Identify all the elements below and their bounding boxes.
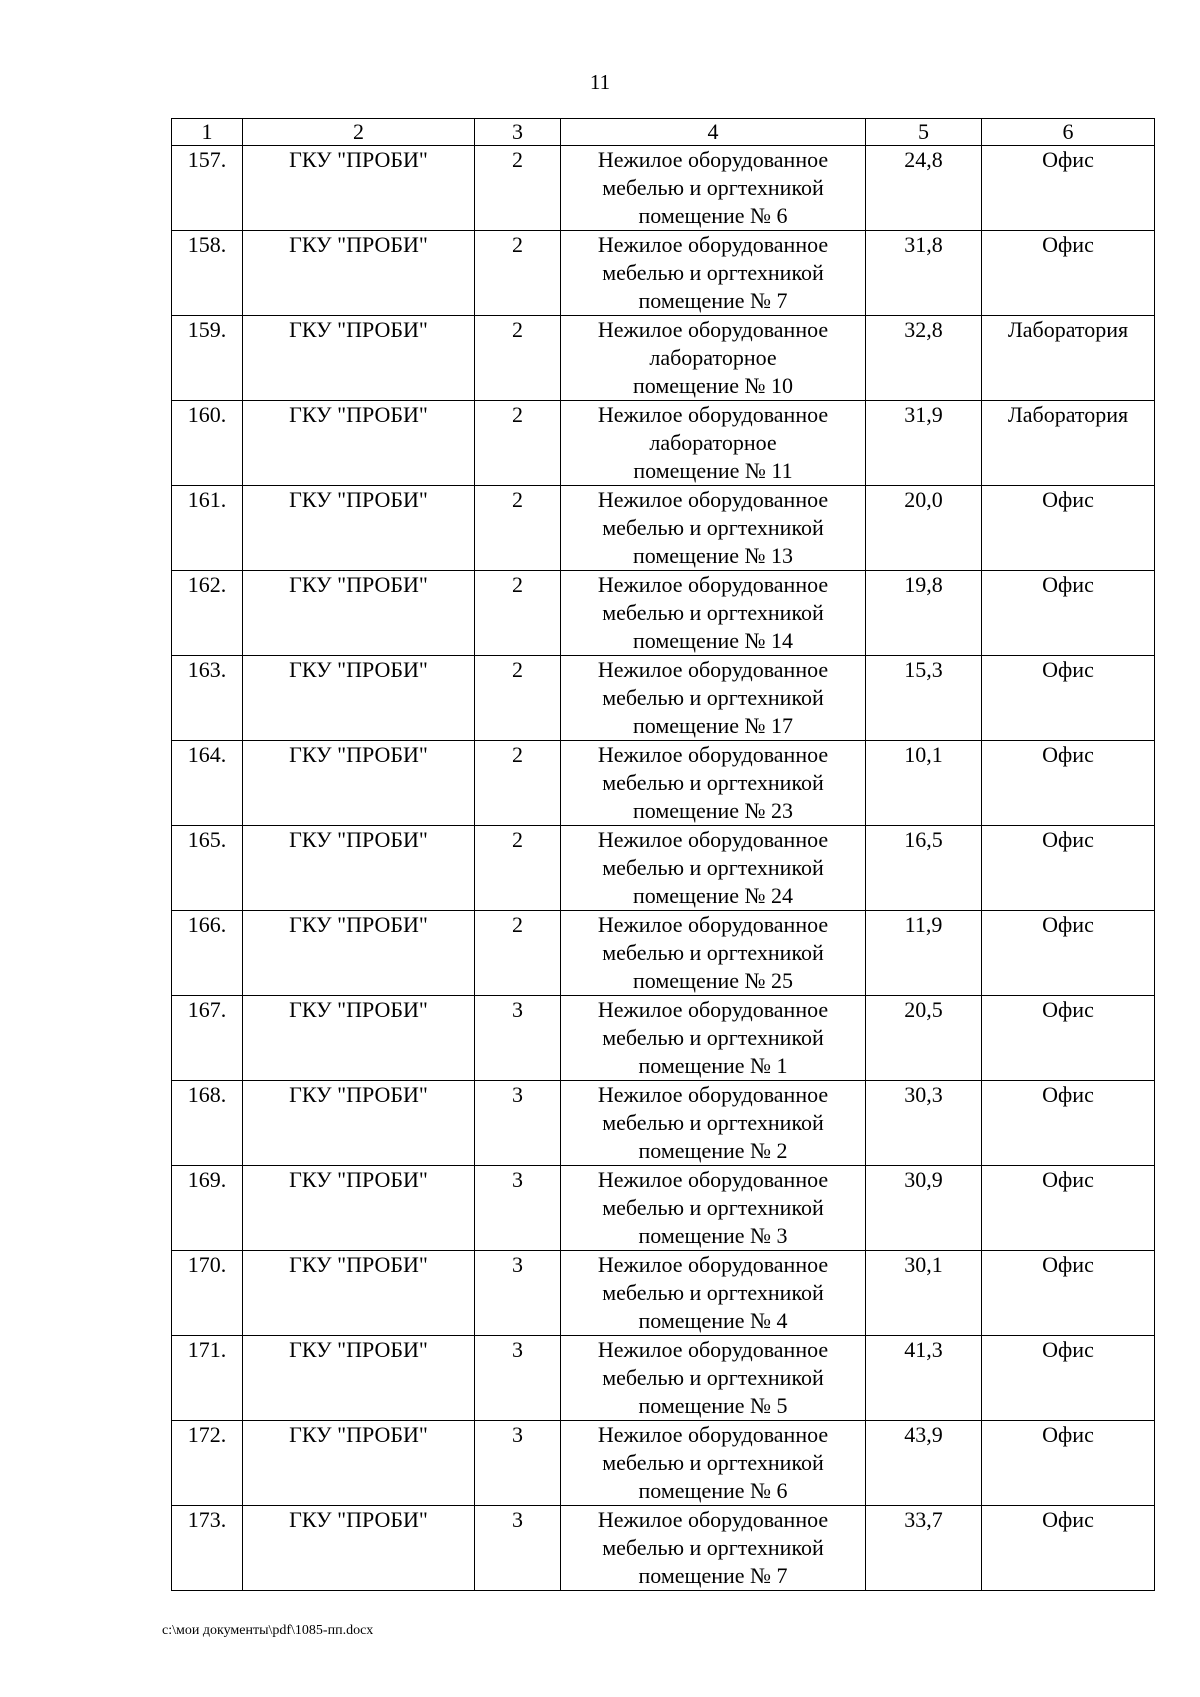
row-number-cell: 158. (172, 231, 243, 316)
description-line: лабораторное (649, 430, 777, 455)
row-number-cell: 160. (172, 401, 243, 486)
description-line: Нежилое оборудованное (597, 997, 829, 1022)
organization-cell: ГКУ "ПРОБИ" (243, 1081, 475, 1166)
organization-cell: ГКУ "ПРОБИ" (243, 911, 475, 996)
organization-cell: ГКУ "ПРОБИ" (243, 1251, 475, 1336)
header-cell-4: 4 (561, 119, 866, 146)
area-cell: 20,5 (866, 996, 982, 1081)
purpose-cell: Офис (982, 1506, 1155, 1591)
description-line: Нежилое оборудованное (597, 147, 829, 172)
description-line: мебелью и оргтехникой (602, 940, 824, 965)
area-cell: 43,9 (866, 1421, 982, 1506)
description-line: помещение № 10 (632, 373, 794, 398)
area-cell: 11,9 (866, 911, 982, 996)
description-cell (561, 231, 866, 316)
table-row (172, 146, 1155, 231)
floor-cell: 3 (475, 1166, 561, 1251)
organization-cell: ГКУ "ПРОБИ" (243, 996, 475, 1081)
floor-cell: 2 (475, 656, 561, 741)
organization-cell: ГКУ "ПРОБИ" (243, 1336, 475, 1421)
header-cell-1: 1 (172, 119, 243, 146)
description-line: Нежилое оборудованное (597, 402, 829, 427)
description-line: Нежилое оборудованное (597, 317, 829, 342)
row-number-cell: 171. (172, 1336, 243, 1421)
row-number-cell: 157. (172, 146, 243, 231)
organization-cell: ГКУ "ПРОБИ" (243, 571, 475, 656)
description-line: помещение № 1 (638, 1053, 788, 1078)
description-line: мебелью и оргтехникой (602, 1365, 824, 1390)
area-cell: 33,7 (866, 1506, 982, 1591)
description-line: мебелью и оргтехникой (602, 600, 824, 625)
purpose-cell: Офис (982, 1336, 1155, 1421)
organization-cell: ГКУ "ПРОБИ" (243, 231, 475, 316)
purpose-cell: Лаборатория (982, 316, 1155, 401)
header-cell-2: 2 (243, 119, 475, 146)
table-row (172, 571, 1155, 656)
floor-cell: 2 (475, 741, 561, 826)
floor-cell: 2 (475, 401, 561, 486)
description-cell (561, 1421, 866, 1506)
area-cell: 30,9 (866, 1166, 982, 1251)
description-line: Нежилое оборудованное (597, 742, 829, 767)
organization-cell: ГКУ "ПРОБИ" (243, 1421, 475, 1506)
area-cell: 41,3 (866, 1336, 982, 1421)
table-body (172, 119, 1155, 1591)
purpose-cell: Офис (982, 911, 1155, 996)
description-cell (561, 741, 866, 826)
description-line: помещение № 24 (632, 883, 794, 908)
row-number-cell: 167. (172, 996, 243, 1081)
description-line: мебелью и оргтехникой (602, 1195, 824, 1220)
row-number-cell: 165. (172, 826, 243, 911)
table-row (172, 486, 1155, 571)
description-line: помещение № 7 (638, 1563, 788, 1588)
table-row (172, 1336, 1155, 1421)
purpose-cell: Офис (982, 656, 1155, 741)
description-line: Нежилое оборудованное (597, 827, 829, 852)
organization-cell: ГКУ "ПРОБИ" (243, 826, 475, 911)
area-cell: 19,8 (866, 571, 982, 656)
description-line: Нежилое оборудованное (597, 657, 829, 682)
description-line: помещение № 6 (638, 1478, 788, 1503)
table-row (172, 996, 1155, 1081)
row-number-cell: 169. (172, 1166, 243, 1251)
description-line: Нежилое оборудованное (597, 1337, 829, 1362)
organization-cell: ГКУ "ПРОБИ" (243, 1166, 475, 1251)
floor-cell: 3 (475, 1336, 561, 1421)
row-number-cell: 161. (172, 486, 243, 571)
description-line: помещение № 2 (638, 1138, 788, 1163)
description-line: Нежилое оборудованное (597, 1507, 829, 1532)
description-cell (561, 911, 866, 996)
floor-cell: 3 (475, 1251, 561, 1336)
description-line: Нежилое оборудованное (597, 912, 829, 937)
description-cell (561, 656, 866, 741)
description-cell (561, 1081, 866, 1166)
description-line: мебелью и оргтехникой (602, 1110, 824, 1135)
header-cell-6: 6 (982, 119, 1155, 146)
description-line: мебелью и оргтехникой (602, 1535, 824, 1560)
description-cell (561, 1506, 866, 1591)
floor-cell: 2 (475, 316, 561, 401)
area-cell: 24,8 (866, 146, 982, 231)
description-line: Нежилое оборудованное (597, 487, 829, 512)
description-line: мебелью и оргтехникой (602, 515, 824, 540)
floor-cell: 2 (475, 231, 561, 316)
purpose-cell: Лаборатория (982, 401, 1155, 486)
floor-cell: 2 (475, 826, 561, 911)
area-cell: 32,8 (866, 316, 982, 401)
description-line: Нежилое оборудованное (597, 232, 829, 257)
row-number-cell: 166. (172, 911, 243, 996)
footer-file-path: c:\мои документы\pdf\1085-пп.docx (162, 1623, 374, 1638)
purpose-cell: Офис (982, 1166, 1155, 1251)
table-header-row (172, 119, 1155, 146)
description-line: помещение № 11 (633, 458, 793, 483)
purpose-cell: Офис (982, 486, 1155, 571)
description-line: помещение № 17 (632, 713, 794, 738)
area-cell: 30,3 (866, 1081, 982, 1166)
description-cell (561, 996, 866, 1081)
area-cell: 31,9 (866, 401, 982, 486)
description-cell (561, 486, 866, 571)
description-cell (561, 1336, 866, 1421)
floor-cell: 2 (475, 911, 561, 996)
description-line: мебелью и оргтехникой (602, 855, 824, 880)
organization-cell: ГКУ "ПРОБИ" (243, 316, 475, 401)
table-row (172, 1081, 1155, 1166)
table-row (172, 1166, 1155, 1251)
description-line: Нежилое оборудованное (597, 1082, 829, 1107)
area-cell: 20,0 (866, 486, 982, 571)
table-row (172, 826, 1155, 911)
description-line: помещение № 23 (632, 798, 794, 823)
description-line: помещение № 5 (638, 1393, 788, 1418)
purpose-cell: Офис (982, 1251, 1155, 1336)
table-row (172, 401, 1155, 486)
description-line: мебелью и оргтехникой (602, 1025, 824, 1050)
header-cell-5: 5 (866, 119, 982, 146)
description-cell (561, 1166, 866, 1251)
description-line: Нежилое оборудованное (597, 572, 829, 597)
description-cell (561, 401, 866, 486)
description-line: помещение № 4 (638, 1308, 788, 1333)
purpose-cell: Офис (982, 231, 1155, 316)
description-line: Нежилое оборудованное (597, 1252, 829, 1277)
area-cell: 30,1 (866, 1251, 982, 1336)
description-cell (561, 571, 866, 656)
description-line: мебелью и оргтехникой (602, 685, 824, 710)
page-number: 11 (589, 70, 611, 94)
table-row (172, 231, 1155, 316)
row-number-cell: 164. (172, 741, 243, 826)
description-line: помещение № 3 (638, 1223, 788, 1248)
table-row (172, 316, 1155, 401)
description-line: мебелью и оргтехникой (602, 175, 824, 200)
premises-table-wrapper (171, 118, 1155, 1591)
row-number-cell: 162. (172, 571, 243, 656)
table-row (172, 1506, 1155, 1591)
row-number-cell: 170. (172, 1251, 243, 1336)
organization-cell: ГКУ "ПРОБИ" (243, 401, 475, 486)
row-number-cell: 172. (172, 1421, 243, 1506)
purpose-cell: Офис (982, 1081, 1155, 1166)
description-line: мебелью и оргтехникой (602, 1280, 824, 1305)
description-cell (561, 826, 866, 911)
floor-cell: 3 (475, 1421, 561, 1506)
description-line: помещение № 14 (632, 628, 794, 653)
description-line: помещение № 7 (638, 288, 788, 313)
description-line: лабораторное (649, 345, 777, 370)
description-line: помещение № 13 (632, 543, 794, 568)
description-cell (561, 146, 866, 231)
area-cell: 31,8 (866, 231, 982, 316)
description-line: мебелью и оргтехникой (602, 770, 824, 795)
floor-cell: 3 (475, 1081, 561, 1166)
organization-cell: ГКУ "ПРОБИ" (243, 146, 475, 231)
description-cell (561, 1251, 866, 1336)
description-line: помещение № 6 (638, 203, 788, 228)
floor-cell: 2 (475, 571, 561, 656)
purpose-cell: Офис (982, 146, 1155, 231)
table-row (172, 656, 1155, 741)
floor-cell: 3 (475, 996, 561, 1081)
row-number-cell: 168. (172, 1081, 243, 1166)
area-cell: 16,5 (866, 826, 982, 911)
table-row (172, 741, 1155, 826)
table-row (172, 911, 1155, 996)
organization-cell: ГКУ "ПРОБИ" (243, 486, 475, 571)
purpose-cell: Офис (982, 741, 1155, 826)
purpose-cell: Офис (982, 571, 1155, 656)
table-row (172, 1251, 1155, 1336)
row-number-cell: 173. (172, 1506, 243, 1591)
floor-cell: 3 (475, 1506, 561, 1591)
row-number-cell: 163. (172, 656, 243, 741)
organization-cell: ГКУ "ПРОБИ" (243, 1506, 475, 1591)
floor-cell: 2 (475, 486, 561, 571)
organization-cell: ГКУ "ПРОБИ" (243, 656, 475, 741)
description-line: Нежилое оборудованное (597, 1167, 829, 1192)
purpose-cell: Офис (982, 826, 1155, 911)
description-cell (561, 316, 866, 401)
area-cell: 15,3 (866, 656, 982, 741)
premises-table (171, 118, 1155, 1591)
description-line: мебелью и оргтехникой (602, 1450, 824, 1475)
floor-cell: 2 (475, 146, 561, 231)
description-line: помещение № 25 (632, 968, 794, 993)
organization-cell: ГКУ "ПРОБИ" (243, 741, 475, 826)
description-line: мебелью и оргтехникой (602, 260, 824, 285)
header-cell-3: 3 (475, 119, 561, 146)
purpose-cell: Офис (982, 1421, 1155, 1506)
table-row (172, 1421, 1155, 1506)
area-cell: 10,1 (866, 741, 982, 826)
purpose-cell: Офис (982, 996, 1155, 1081)
row-number-cell: 159. (172, 316, 243, 401)
description-line: Нежилое оборудованное (597, 1422, 829, 1447)
